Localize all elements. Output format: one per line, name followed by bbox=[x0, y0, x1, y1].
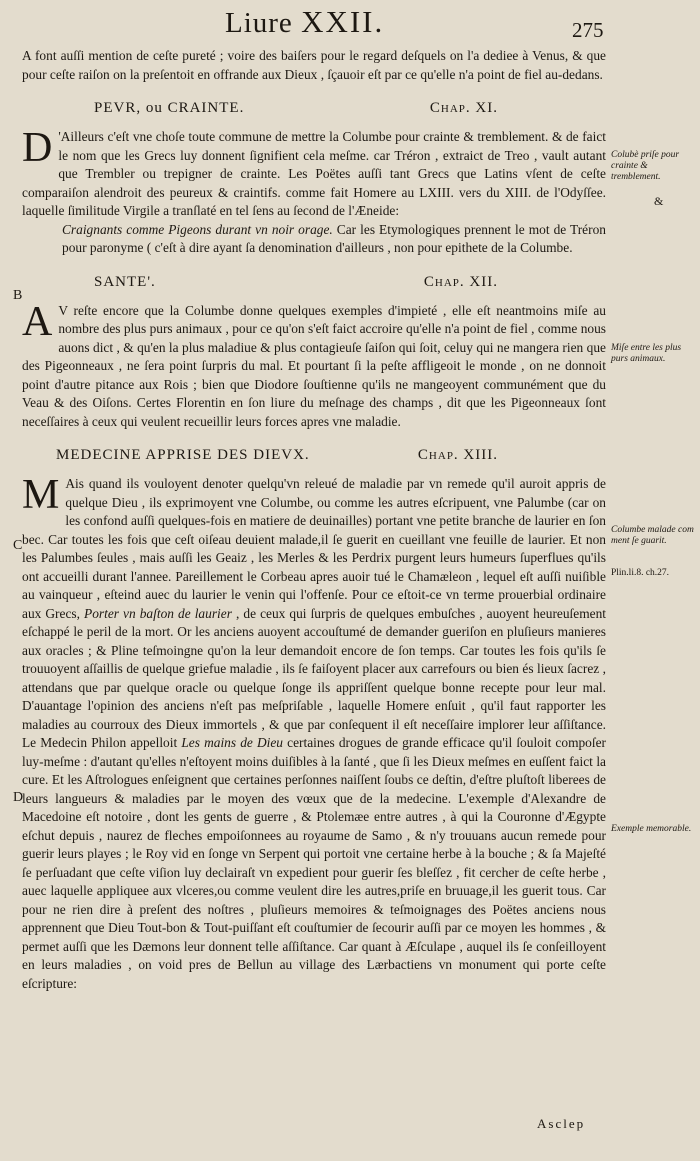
running-title-prefix: Liure bbox=[225, 7, 293, 39]
running-title bbox=[225, 4, 384, 40]
chapter-11-number: Chap. XI. bbox=[429, 100, 498, 116]
chapter-12-dropcap: A bbox=[22, 298, 53, 345]
chapter-13-title: MEDECINE APPRISE DES DIEVX. bbox=[56, 447, 310, 463]
margin-letter-c: C bbox=[13, 538, 23, 553]
chapter-13-text: Ais quand ils vouloyent denoter quelqu'vn releué de maladie par vn remede qu'il auroit appris de quelque Dieu , ils exprimoyent vne Columbe, ou comme les autres eſcripuent, vne Palumbe (car on les confond auſſi quelques-fois en matiere de deuinailles) portant vne petite branche de laurier en ſon bec. Car toutes les fois que ceſt oiſeau deuient malade,il ſe guerit en cueillant vne feuille de laurier. Et non les Palumbes ſeules , mais auſſi les Geaiz , les Merles & les Perdrix purgent leurs humeurs ſuperflues qu'ils ont accueilli durant l'annee. Pareillement le Corbeau apres auoir tué le Chamæleon , lequel eſt auſſi nuiſible au vainqueur , eſteind auec du laurier le venin qui l'offenſe. Pour ce eſtoit-ce vn terme prouerbial ordinaire aux Grecs, bbox=[22, 476, 606, 621]
margin-letter-d: D bbox=[13, 790, 24, 805]
running-head bbox=[0, 4, 700, 44]
chapter-13-text-3: certaines drogues de grande efficace qu'il ſouloit compoſer luy-meſme : d'autant qu'elles n'eſtoyent moins duiſibles à la ſanté , que ſi les Dieux meſmes en euſſent faict la cure. Et les Aſtrologues enſeignent que certaines perſonnes naiſſent ſoubs ce deſtin, d'eſtre pluſtoſt liberees de leurs langueurs & maladies par le moyen des vœux que de la medecine. L'exemple d'Alexandre de Macedoine eſt notoire , dont les gents de guerre , & Ptolemæe entre autres , à qui la Couronne d'Ægypte eſchut depuis , naurez de fleches empoiſonnees au royaume de Samo , & n'y trouuans aucun remede pour guerir leurs playes ; le Roy vid en ſonge vn Serpent qui portoit vne certaine herbe à la bouche ; & ſa Majeſté ſe perſuadant que ceſte viſion luy declairaſt vn expedient pour guerir ſes bleſſez , fit cercher de ceſte herbe , auec laquelle appliquee aux vlceres,ou comme veulent dire les autres,priſe en bruuage,il les guerit tous. Car pour ne rien dire à preſent des noſtres , pluſieurs memoires & teſmoignages des Poëtes anciens nous apprennent que Dieu Tout-bon & Tout-puiſſant eſt couſtumier de ſecourir auſſi par ce moyen les hommes , & permet auſſi que les Dæmons leur donnent telle aſſiſtance. Car quant à Æſculape , auquel ils ſe conſeilloyent en leurs maladies , on void pres de Bellun au village des Lærbactiens vn monument qui porte ceſte eſcripture: bbox=[22, 735, 606, 991]
chapter-11-paragraph bbox=[22, 125, 606, 221]
page-number: 275 bbox=[572, 18, 604, 42]
margin-note-ampersand: & bbox=[654, 194, 664, 208]
intro-paragraph: A font auſſi mention de ceſte pureté ; voire des baiſers pour le regard deſquels on l'a dediee à Venus, & que pour ceſte raiſon on la preſentoit en offrande aux Dieux , ſçauoir eſt par ce qu'elle n'a point de fiel au-dedans. bbox=[22, 48, 606, 82]
chapter-11-text-continued: Car les Etymologiques prennent le mot de Tréron pour paronyme ( c'eſt à dire ayant ſa denomination d'ailleurs , non pour epithete de la Columbe. bbox=[62, 221, 606, 255]
chapter-12-number: Chap. XII. bbox=[423, 273, 498, 290]
margin-note-sick-dove: Columbe malade com ment ſe guarit. bbox=[611, 525, 694, 546]
chapter-12-title: SANTE'. bbox=[94, 273, 156, 290]
margin-note-pliny-ref: Plin.li.8. ch.27. bbox=[611, 568, 670, 578]
chapter-11-verse-line bbox=[22, 221, 606, 258]
chapter-13-heading bbox=[22, 445, 606, 465]
catchword: Asclep bbox=[537, 1116, 586, 1131]
chapter-13-text-2: , de ceux qui ſurpris de quelques embuſches , auoyent heureuſement eſchappé le peril de la mort. Or les anciens auoyent accouſtumé de demander gueriſon en pluſieurs manieres aux oracles ; & Pline teſmoingne qu'on la leur demandoit encore de ſon temps. Car toutes les fois qu'ils ſe trouuoyent aſſaillis de quelque griefue maladie , ils ſe faiſoyent placer aux carrefours ou bien és lieux ſacrez , attendans que par quelque oracle ou quelque ſonge ils appriſſent quelque bonne recepte pour leur mal. D'auantage l'opinion des anciens n'eſt pas meſpriſable , laquelle Homere enſuit , qu'il faut rapporter les maladies au courroux des Dieux immortels , & que par conſequent il eſt neceſſaire implorer leur aſſiſtance. Le Medecin Philon appelloit bbox=[22, 605, 606, 750]
chapter-12-paragraph bbox=[22, 298, 606, 432]
chapter-13-paragraph bbox=[22, 472, 606, 993]
chapter-12-text: V reſte encore que la Columbe donne quelques exemples d'impieté , elle eſt neantmoins miſe au nombre des plus purs animaux , pour ce qu'on s'eſt faict accroire qu'elle n'a point de fiel , comme nous auons dict , & qu'en la plus maladiue & plus contagieuſe ſaiſon qui ſoit, celuy qui ne mangera rien que des Pigeonneaux , ne ſera point ſurpris du mal. Et pourtant ſi la peſte affligeoit le monde , on ne donnoit point d'autre pitance aux Rois ; bien que Diodore ſouſtienne qu'ils ne mangeoyent communément que du Veau & des Oiſons. Certes Florentin en ſon liure du meſnage des champs , dit que les Pigeonneaux ſont neceſſaires à ceux qui veulent recueillir leurs forces apres vne maladie. bbox=[22, 302, 606, 429]
margin-letter-b: B bbox=[13, 288, 23, 303]
chapter-13-hands-of-god: Les mains de Dieu bbox=[181, 735, 283, 750]
margin-note-pure-animals: Miſe entre les plus purs animaux. bbox=[611, 343, 682, 364]
chapter-11-title: PEVR, ou CRAINTE. bbox=[94, 100, 245, 116]
margin-note-fear: Colubè priſe pour crainte & tremblement. bbox=[611, 150, 680, 182]
chapter-11-heading bbox=[22, 98, 606, 118]
margin-note-memorable-example: Exemple memorable. bbox=[611, 824, 692, 834]
chapter-13-dropcap: M bbox=[22, 472, 60, 518]
chapter-13-number: Chap. XIII. bbox=[417, 447, 498, 463]
main-text-block bbox=[22, 47, 606, 993]
chapter-13-proverb: Porter vn baſton de laurier bbox=[84, 605, 232, 621]
chapter-11-dropcap: D bbox=[22, 125, 53, 171]
chapter-12-heading bbox=[22, 272, 606, 292]
chapter-11-text: 'Ailleurs c'eſt vne choſe toute commune de mettre la Columbe pour crainte & tremblement. & de faict le nom que les Grecs luy donnent ſignifient cela meſme. car Tréron , extraict de Treo , vault autant que Trembler ou trepigner de crainte. Les Poëtes auſſi tant Grecs que Latins vſent de ceſte comparaiſon alendroit des peureux & craintifs. comme fait Homere au LXIII. vers du XIII. de l'Odyſſee. laquelle ſimilitude Virgile a tranſlaté en tel ſens au ſecond de l'Æneide: bbox=[22, 129, 606, 218]
running-title-number: XXII. bbox=[301, 4, 385, 39]
chapter-11-verse: Craignants comme Pigeons durant vn noir orage. bbox=[62, 221, 333, 237]
